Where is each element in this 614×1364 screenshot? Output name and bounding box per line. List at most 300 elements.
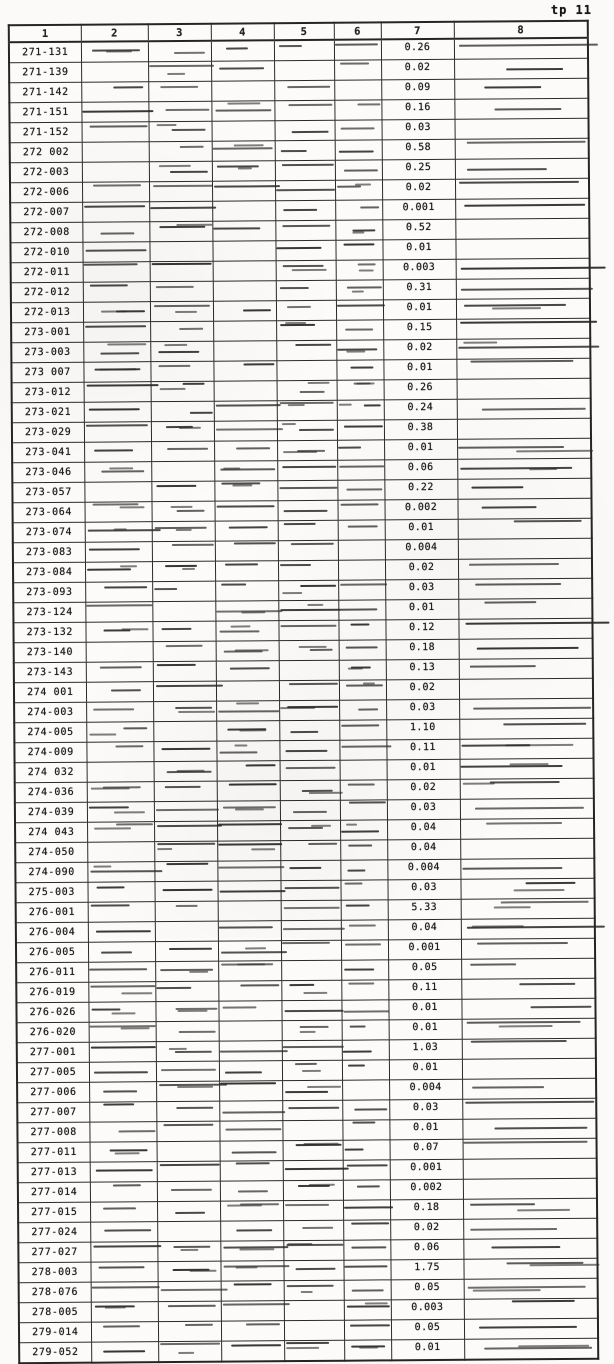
scan-smudge-stroke: [345, 943, 382, 945]
sample-code-cell: 278-003: [18, 1262, 90, 1283]
column-header-4: 4: [211, 23, 274, 40]
scan-smudge-stroke: [158, 365, 191, 367]
illegible-smudge-cell: [91, 1282, 158, 1303]
scan-smudge-stroke: [252, 848, 275, 850]
illegible-smudge-cell: [279, 680, 339, 700]
scan-smudge-stroke: [291, 731, 319, 733]
scan-smudge-stroke: [347, 526, 377, 528]
illegible-smudge-cell: [462, 1078, 596, 1099]
illegible-smudge-cell: [151, 401, 214, 421]
scan-smudge-stroke: [529, 1263, 599, 1266]
scan-smudge-stroke: [340, 465, 385, 467]
value-text: 0.38: [407, 421, 434, 434]
illegible-smudge-cell: [463, 1198, 597, 1219]
scan-smudge-stroke: [338, 447, 361, 449]
illegible-smudge-cell: [153, 681, 216, 701]
scan-smudge-stroke: [517, 1209, 570, 1211]
scan-smudge-stroke: [467, 1020, 581, 1023]
scan-smudge-stroke: [472, 486, 523, 488]
scan-smudge-stroke: [526, 882, 576, 884]
value-cell: [381, 99, 454, 120]
illegible-smudge-cell: [214, 381, 277, 401]
sample-code-cell: 274-009: [14, 742, 86, 763]
illegible-smudge-cell: [81, 62, 148, 83]
scan-smudge-stroke: [227, 729, 267, 731]
illegible-smudge-cell: [463, 1258, 597, 1279]
scan-smudge-stroke: [239, 729, 266, 731]
illegible-smudge-cell: [463, 1238, 597, 1259]
scan-smudge-stroke: [482, 506, 537, 508]
scan-smudge-stroke: [121, 992, 152, 994]
scan-smudge-stroke: [473, 1289, 540, 1292]
scan-smudge-stroke: [174, 1051, 212, 1053]
scan-smudge-stroke: [491, 1246, 560, 1249]
illegible-smudge-cell: [151, 441, 214, 461]
scan-smudge-stroke: [514, 520, 582, 523]
illegible-smudge-cell: [340, 760, 387, 780]
scan-smudge-stroke: [101, 470, 144, 472]
scan-smudge-stroke: [218, 823, 282, 826]
illegible-smudge-cell: [89, 1122, 156, 1143]
scan-smudge-stroke: [172, 544, 215, 546]
value-text: 0.05: [414, 1321, 441, 1334]
scan-smudge-stroke: [177, 510, 205, 512]
illegible-smudge-cell: [455, 198, 589, 219]
scan-smudge-stroke: [178, 1010, 207, 1012]
illegible-smudge-cell: [343, 1160, 390, 1180]
illegible-smudge-cell: [152, 501, 215, 521]
scan-smudge-stroke: [344, 1266, 388, 1268]
scan-smudge-stroke: [176, 1107, 213, 1109]
illegible-smudge-cell: [150, 281, 213, 301]
scan-smudge-stroke: [95, 1305, 136, 1307]
scan-smudge-stroke: [220, 468, 275, 470]
scan-smudge-stroke: [284, 907, 340, 909]
illegible-smudge-cell: [280, 800, 340, 820]
scan-smudge-stroke: [224, 468, 241, 470]
scan-smudge-stroke: [239, 1248, 274, 1250]
scan-smudge-stroke: [83, 263, 137, 265]
illegible-smudge-cell: [83, 362, 150, 383]
illegible-smudge-cell: [274, 80, 334, 100]
scan-smudge-stroke: [214, 185, 280, 188]
illegible-smudge-cell: [336, 360, 383, 380]
value-text: 0.02: [409, 681, 436, 694]
sample-code-cell: 274-003: [14, 702, 86, 723]
illegible-smudge-cell: [91, 1342, 158, 1363]
illegible-smudge-cell: [82, 142, 149, 163]
scan-smudge-stroke: [156, 484, 196, 486]
illegible-smudge-cell: [277, 420, 337, 440]
scan-smudge-stroke: [280, 324, 315, 326]
scan-smudge-stroke: [280, 287, 309, 289]
scan-smudge-stroke: [350, 1325, 390, 1327]
illegible-smudge-cell: [341, 980, 388, 1000]
scan-smudge-stroke: [284, 523, 316, 525]
value-text: 0.003: [411, 1301, 444, 1314]
value-cell: [385, 539, 458, 560]
scan-smudge-stroke: [103, 786, 141, 788]
illegible-smudge-cell: [338, 520, 385, 540]
value-cell: [388, 999, 461, 1020]
value-text: 0.01: [412, 1021, 439, 1034]
illegible-smudge-cell: [84, 482, 151, 503]
sample-code-cell: 276-026: [16, 1002, 88, 1023]
scan-smudge-stroke: [111, 689, 141, 691]
scan-smudge-stroke: [463, 867, 562, 870]
illegible-smudge-cell: [89, 1102, 156, 1123]
value-text: 0.25: [405, 161, 432, 174]
illegible-smudge-cell: [213, 301, 276, 321]
scan-smudge-stroke: [157, 824, 222, 827]
illegible-smudge-cell: [279, 740, 339, 760]
value-text: 0.13: [409, 661, 436, 674]
illegible-smudge-cell: [457, 378, 591, 399]
scan-smudge-stroke: [90, 986, 155, 989]
scan-smudge-stroke: [219, 751, 257, 753]
sample-code-cell: 271-152: [10, 122, 82, 143]
scan-smudge-stroke: [176, 223, 213, 225]
scan-smudge-stroke: [235, 1266, 258, 1268]
scan-smudge-stroke: [214, 227, 261, 229]
scan-smudge-stroke: [219, 68, 264, 70]
illegible-smudge-cell: [336, 280, 383, 300]
illegible-smudge-cell: [457, 478, 591, 499]
column-header-1: 1: [9, 25, 81, 43]
scan-smudge-stroke: [282, 163, 334, 165]
scan-smudge-stroke: [93, 708, 134, 710]
illegible-smudge-cell: [153, 721, 216, 741]
scan-smudge-stroke: [287, 1347, 320, 1349]
scan-smudge-stroke: [282, 225, 330, 227]
value-text: 1.03: [412, 1041, 439, 1054]
value-cell: [382, 239, 455, 260]
scan-smudge-stroke: [299, 429, 333, 431]
value-cell: [385, 619, 458, 640]
scan-smudge-stroke: [465, 1101, 594, 1104]
scan-smudge-stroke: [310, 648, 333, 650]
value-text: 0.02: [406, 341, 433, 354]
scan-smudge-stroke: [472, 1087, 543, 1090]
scan-smudge-stroke: [241, 611, 266, 613]
illegible-smudge-cell: [335, 240, 382, 260]
scan-smudge-stroke: [337, 304, 385, 306]
illegible-smudge-cell: [282, 1040, 342, 1060]
scan-smudge-stroke: [113, 1185, 140, 1187]
scan-smudge-stroke: [465, 621, 609, 624]
illegible-smudge-cell: [155, 961, 218, 981]
illegible-smudge-cell: [457, 498, 591, 519]
scan-smudge-stroke: [292, 268, 327, 270]
scan-smudge-stroke: [347, 286, 382, 288]
scan-smudge-stroke: [354, 382, 371, 384]
scan-smudge-stroke: [103, 1208, 137, 1210]
illegible-smudge-cell: [88, 942, 155, 963]
sample-code-cell: 278-005: [19, 1302, 91, 1323]
scan-smudge-stroke: [224, 651, 263, 653]
illegible-smudge-cell: [157, 1241, 220, 1261]
illegible-smudge-cell: [152, 581, 215, 601]
illegible-smudge-cell: [220, 1201, 283, 1221]
illegible-smudge-cell: [156, 1121, 219, 1141]
illegible-smudge-cell: [337, 460, 384, 480]
scan-smudge-stroke: [90, 870, 162, 873]
scan-smudge-stroke: [347, 870, 366, 872]
illegible-smudge-cell: [218, 981, 281, 1001]
scan-smudge-stroke: [161, 1288, 228, 1291]
scan-smudge-stroke: [282, 942, 330, 944]
scan-smudge-stroke: [175, 1008, 217, 1010]
scan-smudge-stroke: [121, 628, 148, 630]
illegible-smudge-cell: [149, 181, 212, 201]
scan-smudge-stroke: [461, 744, 531, 747]
illegible-smudge-cell: [154, 861, 217, 881]
illegible-smudge-cell: [89, 1082, 156, 1103]
illegible-smudge-cell: [158, 1341, 221, 1362]
value-cell: [390, 1259, 463, 1280]
scan-smudge-stroke: [220, 1050, 288, 1053]
illegible-smudge-cell: [214, 421, 277, 441]
scan-smudge-stroke: [358, 269, 373, 271]
scan-smudge-stroke: [231, 1151, 276, 1153]
scan-smudge-stroke: [470, 964, 517, 966]
scan-smudge-stroke: [152, 263, 212, 265]
illegible-smudge-cell: [340, 820, 387, 840]
sample-code-cell: 277-014: [18, 1182, 90, 1203]
scan-smudge-stroke: [289, 984, 314, 986]
page-number-label: tp 11: [550, 3, 592, 17]
illegible-smudge-cell: [221, 1341, 284, 1362]
scan-smudge-stroke: [302, 1070, 321, 1072]
illegible-smudge-cell: [340, 780, 387, 800]
illegible-smudge-cell: [457, 458, 591, 479]
illegible-smudge-cell: [282, 1100, 342, 1120]
value-text: 5.33: [411, 901, 438, 914]
illegible-smudge-cell: [219, 1121, 282, 1141]
sample-code-cell: 277-005: [17, 1062, 89, 1083]
illegible-smudge-cell: [280, 860, 340, 880]
scan-smudge-stroke: [169, 171, 207, 173]
scan-smudge-stroke: [338, 150, 373, 152]
scan-smudge-stroke: [236, 447, 270, 449]
scan-smudge-stroke: [346, 824, 357, 826]
scan-smudge-stroke: [168, 1305, 217, 1307]
scan-smudge-stroke: [276, 189, 335, 191]
value-text: 0.15: [406, 321, 433, 334]
illegible-smudge-cell: [464, 1338, 598, 1360]
illegible-smudge-cell: [275, 160, 335, 180]
illegible-smudge-cell: [343, 1260, 390, 1280]
scan-smudge-stroke: [229, 526, 268, 528]
illegible-smudge-cell: [456, 318, 590, 339]
illegible-smudge-cell: [156, 1061, 219, 1081]
illegible-smudge-cell: [339, 740, 386, 760]
illegible-smudge-cell: [275, 140, 335, 160]
illegible-smudge-cell: [461, 918, 595, 939]
illegible-smudge-cell: [157, 1201, 220, 1221]
scan-smudge-stroke: [356, 383, 375, 385]
scan-smudge-stroke: [490, 781, 559, 784]
scan-smudge-stroke: [506, 744, 574, 747]
illegible-smudge-cell: [213, 341, 276, 361]
illegible-smudge-cell: [83, 302, 150, 323]
illegible-smudge-cell: [220, 1241, 283, 1261]
scan-smudge-stroke: [234, 542, 276, 544]
illegible-smudge-cell: [337, 380, 384, 400]
scan-smudge-stroke: [215, 404, 280, 407]
illegible-smudge-cell: [276, 360, 336, 380]
illegible-smudge-cell: [218, 921, 281, 941]
illegible-smudge-cell: [148, 101, 211, 121]
illegible-smudge-cell: [458, 598, 592, 619]
scan-smudge-stroke: [167, 73, 185, 75]
value-cell: [385, 519, 458, 540]
scan-smudge-stroke: [470, 665, 536, 668]
value-cell: [382, 119, 455, 140]
value-cell: [384, 479, 457, 500]
illegible-smudge-cell: [337, 480, 384, 500]
illegible-smudge-cell: [461, 938, 595, 959]
scan-smudge-stroke: [289, 683, 337, 685]
value-cell: [390, 1179, 463, 1200]
illegible-smudge-cell: [82, 242, 149, 263]
illegible-smudge-cell: [277, 500, 337, 520]
scan-smudge-stroke: [280, 564, 310, 566]
illegible-smudge-cell: [150, 301, 213, 321]
value-text: 0.07: [413, 1141, 439, 1154]
illegible-smudge-cell: [337, 440, 384, 460]
value-cell: [385, 559, 458, 580]
scan-smudge-stroke: [531, 1005, 592, 1007]
scan-smudge-stroke: [159, 388, 186, 390]
scan-smudge-stroke: [473, 706, 591, 709]
scan-smudge-stroke: [301, 790, 333, 792]
scan-smudge-stroke: [116, 823, 153, 825]
scan-smudge-stroke: [89, 408, 140, 410]
illegible-smudge-cell: [153, 641, 216, 661]
scan-smudge-stroke: [286, 1091, 329, 1093]
illegible-smudge-cell: [158, 1301, 221, 1321]
scan-smudge-stroke: [295, 1062, 317, 1064]
scan-smudge-stroke: [162, 748, 210, 750]
value-text: 0.02: [405, 181, 432, 194]
illegible-smudge-cell: [339, 720, 386, 740]
sample-code-cell: 274-036: [15, 782, 87, 803]
illegible-smudge-cell: [278, 560, 338, 580]
illegible-smudge-cell: [215, 621, 278, 641]
scan-smudge-stroke: [93, 504, 139, 506]
illegible-smudge-cell: [463, 1178, 597, 1199]
illegible-smudge-cell: [338, 540, 385, 560]
sample-code-cell: 277-027: [18, 1242, 90, 1263]
scan-smudge-stroke: [237, 964, 265, 966]
scan-smudge-stroke: [89, 548, 140, 550]
scan-smudge-stroke: [177, 1085, 212, 1087]
illegible-smudge-cell: [282, 1060, 342, 1080]
scan-smudge-stroke: [495, 1127, 588, 1130]
illegible-smudge-cell: [278, 580, 338, 600]
illegible-smudge-cell: [151, 421, 214, 441]
scan-smudge-stroke: [340, 62, 370, 64]
sample-code-cell: 279-014: [19, 1322, 91, 1343]
value-cell: [388, 939, 461, 960]
value-cell: [387, 879, 460, 900]
scan-smudge-stroke: [101, 951, 132, 953]
scan-smudge-stroke: [245, 947, 266, 949]
value-text: 0.03: [409, 701, 436, 714]
scan-smudge-stroke: [156, 987, 191, 989]
scan-smudge-stroke: [283, 928, 346, 930]
illegible-smudge-cell: [212, 201, 275, 221]
scan-smudge-stroke: [347, 488, 382, 490]
value-cell: [384, 459, 457, 480]
illegible-smudge-cell: [83, 282, 150, 303]
illegible-smudge-cell: [154, 761, 217, 781]
illegible-smudge-cell: [463, 1138, 597, 1159]
illegible-smudge-cell: [338, 620, 385, 640]
illegible-smudge-cell: [82, 162, 149, 183]
illegible-smudge-cell: [459, 718, 593, 739]
illegible-smudge-cell: [340, 880, 387, 900]
scan-smudge-stroke: [90, 733, 116, 735]
scan-smudge-stroke: [212, 148, 273, 150]
scan-smudge-stroke: [307, 1086, 341, 1088]
scan-smudge-stroke: [335, 43, 377, 45]
illegible-smudge-cell: [214, 461, 277, 481]
sample-code-cell: 273-074: [13, 522, 85, 543]
scan-smudge-stroke: [287, 1243, 313, 1245]
scan-smudge-stroke: [119, 506, 144, 508]
illegible-smudge-cell: [221, 1281, 284, 1301]
illegible-smudge-cell: [340, 860, 387, 880]
illegible-smudge-cell: [455, 118, 589, 139]
illegible-smudge-cell: [88, 962, 155, 983]
scan-smudge-stroke: [506, 1262, 583, 1265]
scan-smudge-stroke: [290, 543, 333, 545]
illegible-smudge-cell: [156, 1021, 219, 1041]
illegible-smudge-cell: [217, 841, 280, 861]
value-cell: [382, 179, 455, 200]
scan-smudge-stroke: [283, 465, 337, 467]
illegible-smudge-cell: [212, 221, 275, 241]
illegible-smudge-cell: [212, 161, 275, 181]
scan-smudge-stroke: [223, 806, 277, 808]
scan-smudge-stroke: [288, 1107, 339, 1109]
illegible-smudge-cell: [275, 180, 335, 200]
illegible-smudge-cell: [214, 481, 277, 501]
scan-smudge-stroke: [216, 610, 282, 613]
scan-smudge-stroke: [232, 485, 252, 487]
illegible-smudge-cell: [156, 1101, 219, 1121]
scan-smudge-stroke: [285, 1204, 329, 1206]
scan-smudge-stroke: [278, 45, 301, 47]
scan-smudge-stroke: [233, 144, 264, 146]
scan-smudge-stroke: [227, 103, 260, 105]
value-text: 0.02: [404, 61, 431, 74]
illegible-smudge-cell: [212, 241, 275, 261]
value-cell: [389, 1119, 462, 1140]
scan-smudge-stroke: [346, 905, 370, 907]
scan-smudge-stroke: [298, 1185, 330, 1187]
value-text: 0.01: [412, 1001, 438, 1014]
sample-code-cell: 271-139: [9, 62, 81, 83]
scan-smudge-stroke: [235, 1163, 269, 1165]
illegible-smudge-cell: [279, 640, 339, 660]
illegible-smudge-cell: [219, 1061, 282, 1081]
illegible-smudge-cell: [158, 1321, 221, 1341]
value-cell: [391, 1299, 464, 1320]
value-cell: [384, 399, 457, 420]
